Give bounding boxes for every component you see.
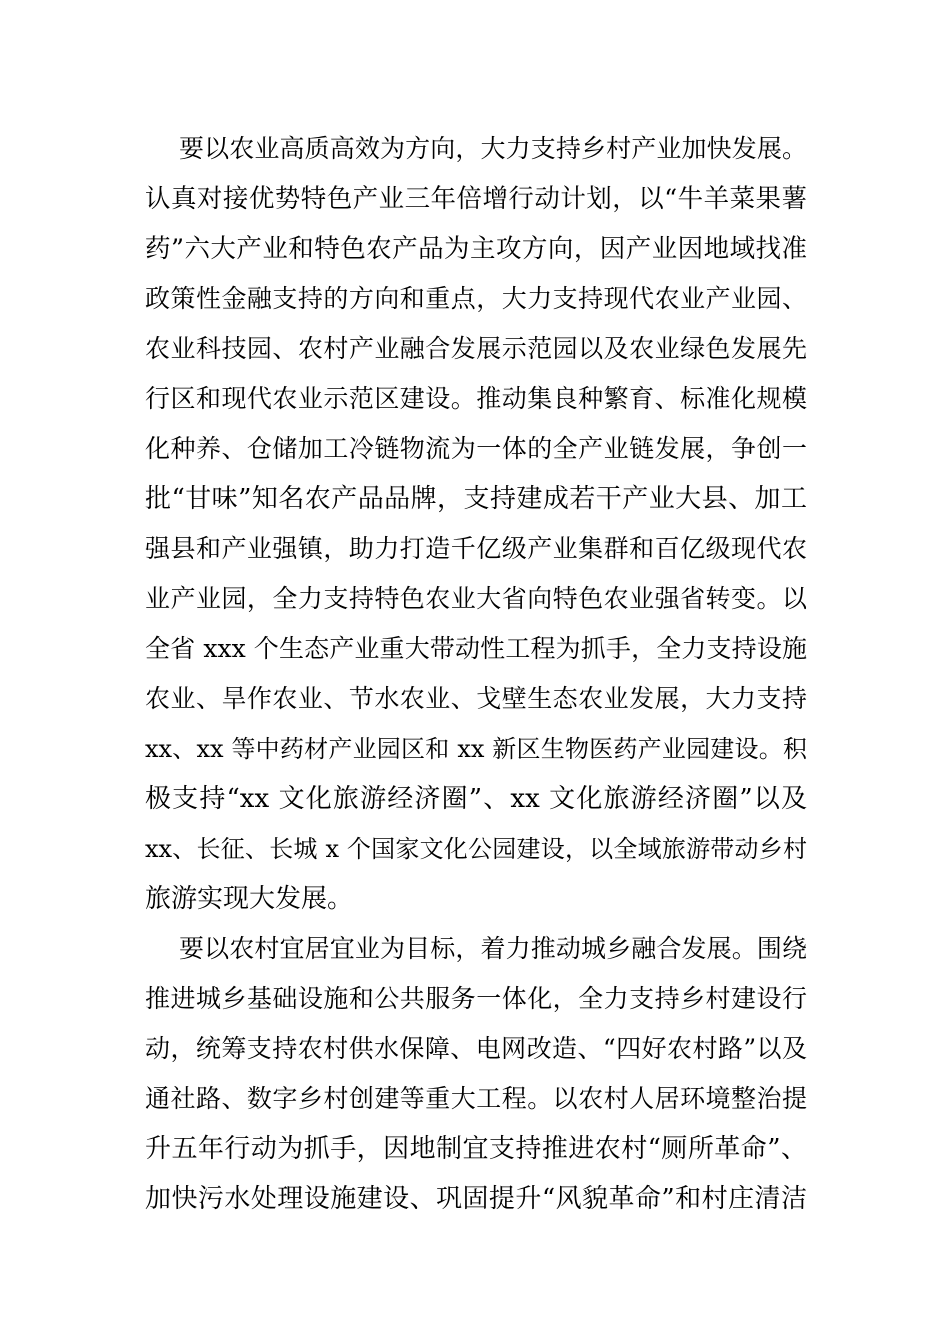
text-line: 加快污水处理设施建设、巩固提升“风貌革命”和村庄清洁 [145,1184,807,1214]
text-line: 化种养、仓储加工冷链物流为一体的全产业链发展，争创一 [145,434,807,463]
text-line: 全省 xxx 个生态产业重大带动性工程为抓手，全力支持设施 [145,634,807,663]
text-line: 政策性金融支持的方向和重点，大力支持现代农业产业园、 [145,284,807,313]
text-line: 业产业园，全力支持特色农业大省向特色农业强省转变。以 [145,584,807,613]
text-line: 要以农村宜居宜业为目标，着力推动城乡融合发展。围绕 [179,934,807,963]
text-line: 要以农业高质高效为方向，大力支持乡村产业加快发展。 [179,134,807,163]
text-line: 农业科技园、农村产业融合发展示范园以及农业绿色发展先 [145,334,807,363]
text-line: xx、长征、长城 x 个国家文化公园建设，以全域旅游带动乡村 [145,835,807,863]
text-line: 农业、旱作农业、节水农业、戈壁生态农业发展，大力支持 [145,684,807,713]
text-line: 极支持“xx 文化旅游经济圈”、xx 文化旅游经济圈”以及 [145,784,807,814]
text-line: 升五年行动为抓手，因地制宜支持推进农村“厕所革命”、 [145,1134,807,1164]
text-line: 认真对接优势特色产业三年倍增行动计划，以“牛羊菜果薯 [145,184,807,214]
text-line: 行区和现代农业示范区建设。推动集良种繁育、标准化规模 [145,384,807,413]
text-line: 强县和产业强镇，助力打造千亿级产业集群和百亿级现代农 [145,534,807,563]
text-line: 药”六大产业和特色农产品为主攻方向，因产业因地域找准 [145,234,807,264]
text-line: 动，统筹支持农村供水保障、电网改造、“四好农村路”以及 [145,1034,807,1063]
text-line: 推进城乡基础设施和公共服务一体化，全力支持乡村建设行 [145,984,807,1013]
paragraph-agriculture [145,124,807,924]
text-line: 批“甘味”知名农产品品牌，支持建成若干产业大县、加工 [145,484,807,514]
body-text [145,124,807,1224]
paragraph-rural-living [145,924,807,1224]
text-line: 通社路、数字乡村创建等重大工程。以农村人居环境整治提 [145,1084,807,1113]
text-line: xx、xx 等中药材产业园区和 xx 新区生物医药产业园建设。积 [145,735,807,763]
text-line: 旅游实现大发展。 [145,884,354,914]
